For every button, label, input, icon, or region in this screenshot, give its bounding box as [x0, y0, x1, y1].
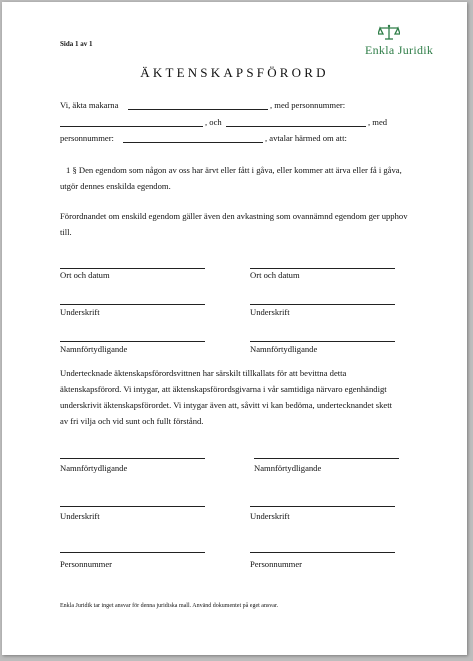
witness-signature-label-left: Underskrift — [60, 511, 100, 521]
signature-label-left: Underskrift — [60, 307, 100, 317]
witness-name-label-right: Namnförtydligande — [254, 463, 322, 473]
witness-name-line-right[interactable] — [254, 458, 399, 459]
intro-text-5: personnummer: — [60, 133, 114, 143]
document-title: ÄKTENSKAPSFÖRORD — [140, 65, 329, 80]
witness-statement: Undertecknade äktenskapsförordsvittnen har särskilt tillkallats för att bevittna detta äktenskapsförord. Vi intygar, att äktenskapsförordsgivarna i vår samtidiga närvaro egenhändigt underskrivit äktenskapsförordet. Vi intygar även att, såvitt vi kan bedöma, undertecknandet skett av fri vilja och vid sunt och fullt förstånd. — [60, 368, 393, 426]
name-clarification-label-left: Namnförtydligande — [60, 344, 128, 354]
clause-1: 1 § Den egendom som någon av oss har ärvt eller fått i gåva, eller kommer att ärva eller få i gåva, utgör dennes enskilda egendom. — [60, 165, 402, 191]
place-date-label-left: Ort och datum — [60, 270, 110, 280]
footer-disclaimer: Enkla Juridik tar inget ansvar för denna juridiska mall. Använd dokumentet på eget ansvar. — [60, 603, 279, 609]
intro-text-2: , med personnummer: — [270, 100, 346, 110]
page-number-label: Sida 1 av 1 — [60, 40, 93, 48]
witness-pnr-line-left[interactable] — [60, 552, 205, 553]
name-clarification-line-left[interactable] — [60, 341, 205, 342]
personnummer-field-line-1[interactable] — [60, 126, 203, 127]
witness-pnr-line-right[interactable] — [250, 552, 395, 553]
witness-name-label-left: Namnförtydligande — [60, 463, 128, 473]
clause-2: Förordnandet om enskild egendom gäller även den avkastning som ovannämnd egendom ger upphov till. — [60, 211, 408, 237]
name-clarification-label-right: Namnförtydligande — [250, 344, 318, 354]
name-field-line-1[interactable] — [128, 109, 268, 110]
name-clarification-line-right[interactable] — [250, 341, 395, 342]
place-date-label-right: Ort och datum — [250, 270, 300, 280]
intro-text-1: Vi, äkta makarna — [60, 100, 119, 110]
document-page — [2, 2, 467, 655]
witness-name-line-left[interactable] — [60, 458, 205, 459]
witness-pnr-label-right: Personnummer — [250, 559, 303, 569]
witness-pnr-label-left: Personnummer — [60, 559, 113, 569]
signature-line-right[interactable] — [250, 304, 395, 305]
brand-name: Enkla Juridik — [365, 43, 434, 57]
intro-text-4: , med — [368, 117, 388, 127]
witness-signature-label-right: Underskrift — [250, 511, 290, 521]
signature-line-left[interactable] — [60, 304, 205, 305]
witness-signature-line-right[interactable] — [250, 506, 395, 507]
witness-signature-line-left[interactable] — [60, 506, 205, 507]
name-field-line-2[interactable] — [226, 126, 366, 127]
intro-text-6: , avtalar härmed om att: — [265, 133, 347, 143]
personnummer-field-line-2[interactable] — [123, 142, 263, 143]
signature-label-right: Underskrift — [250, 307, 290, 317]
intro-text-3: , och — [205, 117, 222, 127]
